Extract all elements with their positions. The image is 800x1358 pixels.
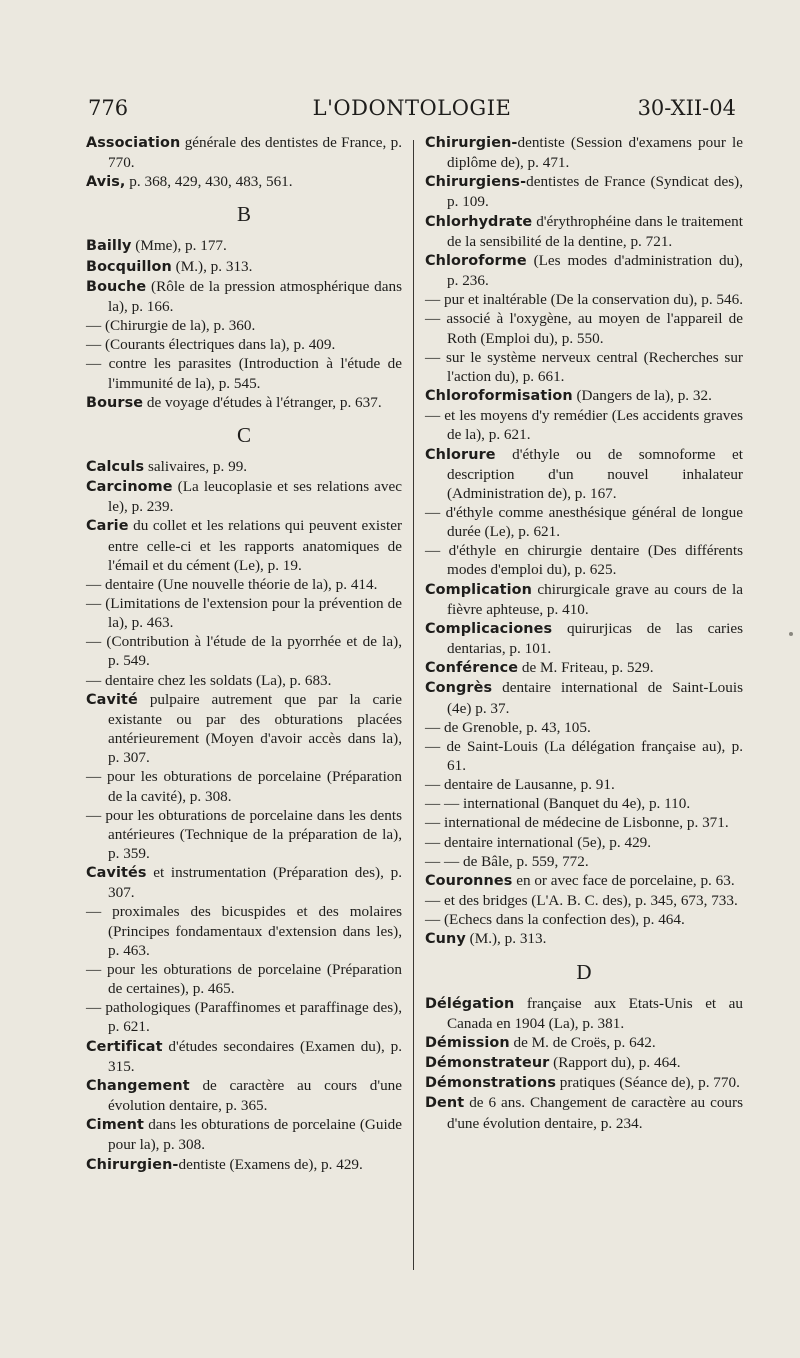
running-header bbox=[88, 96, 736, 128]
entry-term: Congrès bbox=[425, 680, 493, 697]
entry-text: — pour les obturations de porcelaine (Préparation de la cavité), p. 308. bbox=[86, 768, 402, 805]
entry-text: pulpaire autrement que par la carie existante ou par des obturations placées antérieurement (Moyen d'avoir accès dans la), p. 307. bbox=[108, 690, 402, 767]
index-entry bbox=[86, 1115, 402, 1154]
entry-term: Calculs bbox=[86, 458, 145, 475]
entry-text: dentiste (Examens de), p. 429. bbox=[178, 1155, 363, 1173]
entry-term: Cavités bbox=[86, 865, 147, 882]
entry-text: — (Courants électriques dans la), p. 409. bbox=[86, 336, 336, 354]
index-entry bbox=[86, 172, 402, 192]
entry-text: — sur le système nerveux central (Recherches sur l'action du), p. 661. bbox=[425, 348, 743, 385]
entry-term: Certificat bbox=[86, 1038, 163, 1055]
index-subentry bbox=[425, 775, 743, 794]
entry-text: — associé à l'oxygène, au moyen de l'appareil de Roth (Emploi du), p. 550. bbox=[425, 310, 743, 347]
index-entry bbox=[425, 929, 743, 949]
entry-term: Carcinome bbox=[86, 479, 173, 496]
issue-date: 30-XII-04 bbox=[637, 96, 736, 120]
index-subentry bbox=[425, 503, 743, 541]
entry-term: Chirurgiens- bbox=[425, 174, 527, 191]
entry-term: Chirurgien- bbox=[425, 135, 518, 151]
index-subentry bbox=[86, 575, 402, 594]
index-entry bbox=[86, 277, 402, 316]
section-letter: B bbox=[236, 202, 251, 227]
entry-text: — proximales des bicuspides et des molaires (Principes fondamentaux d'extension dans les), p. 463. bbox=[86, 903, 402, 959]
entry-text: p. 368, 429, 430, 483, 561. bbox=[125, 173, 293, 191]
entry-term: Changement bbox=[86, 1077, 190, 1094]
entry-term: Carie bbox=[86, 518, 129, 535]
entry-text: — de Grenoble, p. 43, 105. bbox=[425, 718, 591, 736]
index-entry bbox=[425, 994, 743, 1033]
entry-term: Chirurgien- bbox=[86, 1156, 179, 1173]
index-subentry bbox=[86, 998, 402, 1036]
index-subentry bbox=[425, 718, 743, 737]
entry-term: Démission bbox=[425, 1034, 510, 1051]
entry-term: Cavité bbox=[86, 691, 138, 708]
entry-text: dentiste (Session d'examens pour le diplôme de), p. 471. bbox=[447, 134, 743, 172]
index-subentry bbox=[86, 671, 402, 690]
entry-text: dentistes de France (Syndicat des), p. 109. bbox=[447, 173, 743, 211]
page-number: 776 bbox=[88, 96, 129, 120]
entry-text: salivaires, p. 99. bbox=[144, 457, 248, 475]
entry-text: d'érythrophéine dans le traitement de la sensibilité de la dentine, p. 721. bbox=[447, 212, 743, 250]
entry-term: Complication bbox=[425, 581, 532, 598]
index-subentry bbox=[425, 891, 743, 910]
index-entry bbox=[86, 863, 402, 902]
index-entry bbox=[425, 212, 743, 251]
entry-text: — dentaire de Lausanne, p. 91. bbox=[425, 776, 615, 794]
entry-text: en or avec face de porcelaine, p. 63. bbox=[512, 871, 735, 889]
entry-term: Chloroforme bbox=[425, 252, 527, 269]
entry-text: — pour les obturations de porcelaine dans les dents antérieures (Technique de la préparation de la), p. 359. bbox=[86, 806, 402, 862]
entry-text: — dentaire international (5e), p. 429. bbox=[425, 833, 652, 851]
paper-speck bbox=[789, 632, 793, 636]
entry-term: Démonstrations bbox=[425, 1075, 556, 1092]
entry-text: (Mme), p. 177. bbox=[131, 237, 227, 255]
index-entry bbox=[425, 1093, 743, 1132]
index-entry bbox=[86, 236, 402, 256]
index-subentry bbox=[425, 794, 743, 813]
index-entry bbox=[425, 658, 743, 678]
entry-term: Cuny bbox=[425, 931, 466, 948]
index-entry bbox=[86, 1155, 402, 1175]
entry-term: Démonstrateur bbox=[425, 1055, 550, 1072]
entry-term: Conférence bbox=[425, 660, 519, 677]
index-subentry bbox=[86, 902, 402, 959]
index-entry bbox=[86, 516, 402, 574]
entry-text: (M.), p. 313. bbox=[465, 930, 547, 948]
entry-text: d'études secondaires (Examen du), p. 315. bbox=[108, 1037, 402, 1075]
section-letter: D bbox=[576, 959, 592, 984]
entry-text: — (Limitations de l'extension pour la prévention de la), p. 463. bbox=[86, 594, 402, 632]
entry-text: — et les moyens d'y remédier (Les accidents graves de la), p. 621. bbox=[425, 407, 743, 444]
entry-text: pratiques (Séance de), p. 770. bbox=[556, 1074, 740, 1092]
entry-text: — (Contribution à l'étude de la pyorrhée et de la), p. 549. bbox=[86, 633, 402, 670]
entry-text: (Dangers de la), p. 32. bbox=[572, 387, 712, 405]
entry-term: Bocquillon bbox=[86, 258, 172, 275]
entry-text: — pur et inaltérable (De la conservation du), p. 546. bbox=[425, 291, 743, 309]
entry-term: Bouche bbox=[86, 278, 147, 295]
entry-term: Bourse bbox=[86, 394, 144, 411]
index-subentry bbox=[425, 406, 743, 444]
index-entry bbox=[86, 1037, 402, 1076]
index-entry bbox=[86, 1076, 402, 1115]
index-subentry bbox=[86, 632, 402, 670]
entry-term: Bailly bbox=[86, 238, 132, 255]
index-subentry bbox=[425, 348, 743, 386]
entry-text: (La leucoplasie et ses relations avec le), p. 239. bbox=[108, 478, 402, 516]
entry-term: Complicaciones bbox=[425, 620, 553, 637]
column-divider bbox=[413, 140, 414, 1270]
index-subentry bbox=[86, 335, 402, 354]
index-entry bbox=[425, 172, 743, 211]
index-subentry bbox=[86, 594, 402, 632]
index-entry bbox=[425, 678, 743, 717]
entry-text: — — international (Banquet du 4e), p. 110. bbox=[425, 795, 691, 813]
index-subentry bbox=[425, 737, 743, 775]
index-subentry bbox=[86, 806, 402, 863]
entry-text: de voyage d'études à l'étranger, p. 637. bbox=[143, 393, 382, 411]
index-entry bbox=[86, 477, 402, 516]
index-entry bbox=[86, 690, 402, 768]
entry-text: générale des dentistes de France, p. 770. bbox=[108, 134, 402, 172]
entry-term: Avis, bbox=[86, 174, 126, 191]
entry-text: (Rapport du), p. 464. bbox=[549, 1054, 681, 1072]
section-letter: C bbox=[236, 422, 251, 447]
index-subentry bbox=[425, 852, 743, 871]
entry-text: d'éthyle ou de somnoforme et description d'un nouvel inhalateur (Administration de), p. 167. bbox=[447, 445, 743, 502]
index-subentry bbox=[425, 833, 743, 852]
index-entry bbox=[425, 386, 743, 406]
index-subentry bbox=[425, 541, 743, 579]
right-column bbox=[425, 133, 743, 1133]
entry-text: (Les modes d'administration du), p. 236. bbox=[447, 251, 743, 290]
index-subentry bbox=[425, 290, 743, 309]
index-entry bbox=[86, 457, 402, 477]
entry-term: Association bbox=[86, 135, 181, 151]
entry-text: chirurgicale grave au cours de la fièvre aphteuse, p. 410. bbox=[447, 580, 743, 618]
index-entry bbox=[425, 619, 743, 658]
entry-text: — dentaire chez les soldats (La), p. 683. bbox=[86, 671, 332, 689]
entry-text: de caractère au cours d'une évolution dentaire, p. 365. bbox=[108, 1076, 402, 1115]
entry-text: de 6 ans. Changement de caractère au cours d'une évolution dentaire, p. 234. bbox=[447, 1094, 743, 1132]
entry-text: quirurjicas de las caries dentarias, p. 101. bbox=[447, 619, 743, 658]
entry-text: — (Chirurgie de la), p. 360. bbox=[86, 317, 256, 335]
entry-term: Chlorure bbox=[425, 446, 496, 463]
index-entry bbox=[425, 580, 743, 619]
entry-text: — de Saint-Louis (La délégation française au), p. 61. bbox=[425, 737, 743, 774]
index-subentry bbox=[425, 309, 743, 347]
entry-text: — — de Bâle, p. 559, 772. bbox=[425, 852, 589, 870]
entry-text: — pour les obturations de porcelaine (Préparation de certaines), p. 465. bbox=[86, 960, 402, 998]
index-entry bbox=[425, 1053, 743, 1073]
entry-text: — international de médecine de Lisbonne, p. 371. bbox=[425, 814, 729, 832]
entry-text: française aux Etats-Unis et au Canada en 1904 (La), p. 381. bbox=[447, 994, 743, 1032]
entry-text: — et des bridges (L'A. B. C. des), p. 345, 673, 733. bbox=[425, 892, 738, 910]
index-subentry bbox=[425, 813, 743, 832]
index-entry bbox=[425, 1073, 743, 1093]
index-entry bbox=[86, 257, 402, 277]
index-entry bbox=[425, 251, 743, 290]
index-entry bbox=[425, 133, 743, 172]
index-subentry bbox=[425, 910, 743, 929]
entry-text: et instrumentation (Préparation des), p. 307. bbox=[108, 864, 402, 902]
entry-text: — dentaire (Une nouvelle théorie de la), p. 414. bbox=[86, 575, 378, 593]
entry-text: (Rôle de la pression atmosphérique dans la), p. 166. bbox=[108, 277, 402, 315]
index-subentry bbox=[86, 354, 402, 392]
entry-text: — d'éthyle en chirurgie dentaire (Des différents modes d'emploi du), p. 625. bbox=[425, 542, 743, 579]
entry-text: dans les obturations de porcelaine (Guide pour la), p. 308. bbox=[108, 1116, 402, 1154]
index-entry bbox=[425, 445, 743, 503]
entry-term: Chloroformisation bbox=[425, 388, 573, 405]
index-entry bbox=[425, 871, 743, 891]
entry-text: — d'éthyle comme anesthésique général de longue durée (Le), p. 621. bbox=[425, 503, 743, 541]
index-subentry bbox=[86, 960, 402, 998]
entry-text: (M.), p. 313. bbox=[171, 257, 253, 275]
entry-term: Dent bbox=[425, 1095, 465, 1112]
entry-text: — contre les parasites (Introduction à l'étude de l'immunité de la), p. 545. bbox=[86, 355, 402, 392]
index-entry bbox=[86, 393, 402, 413]
index-entry bbox=[425, 1033, 743, 1053]
left-column bbox=[86, 133, 402, 1175]
entry-text: du collet et les relations qui peuvent exister entre celle-ci et les rapports anatomiques de l'émail et du cément (Le), p. 19. bbox=[108, 517, 402, 574]
entry-term: Ciment bbox=[86, 1117, 144, 1134]
entry-term: Délégation bbox=[425, 995, 515, 1012]
entry-text: — (Echecs dans la confection des), p. 464. bbox=[425, 911, 685, 929]
index-entry bbox=[86, 133, 402, 172]
entry-term: Couronnes bbox=[425, 872, 513, 889]
journal-title: L'ODONTOLOGIE bbox=[312, 96, 512, 120]
entry-term: Chlorhydrate bbox=[425, 213, 533, 230]
entry-text: dentaire international de Saint-Louis (4e) p. 37. bbox=[447, 679, 743, 717]
index-subentry bbox=[86, 767, 402, 805]
entry-text: — pathologiques (Paraffinomes et paraffinage des), p. 621. bbox=[86, 999, 402, 1036]
entry-text: de M. Friteau, p. 529. bbox=[518, 659, 654, 677]
entry-text: de M. de Croës, p. 642. bbox=[509, 1033, 656, 1051]
index-subentry bbox=[86, 316, 402, 335]
